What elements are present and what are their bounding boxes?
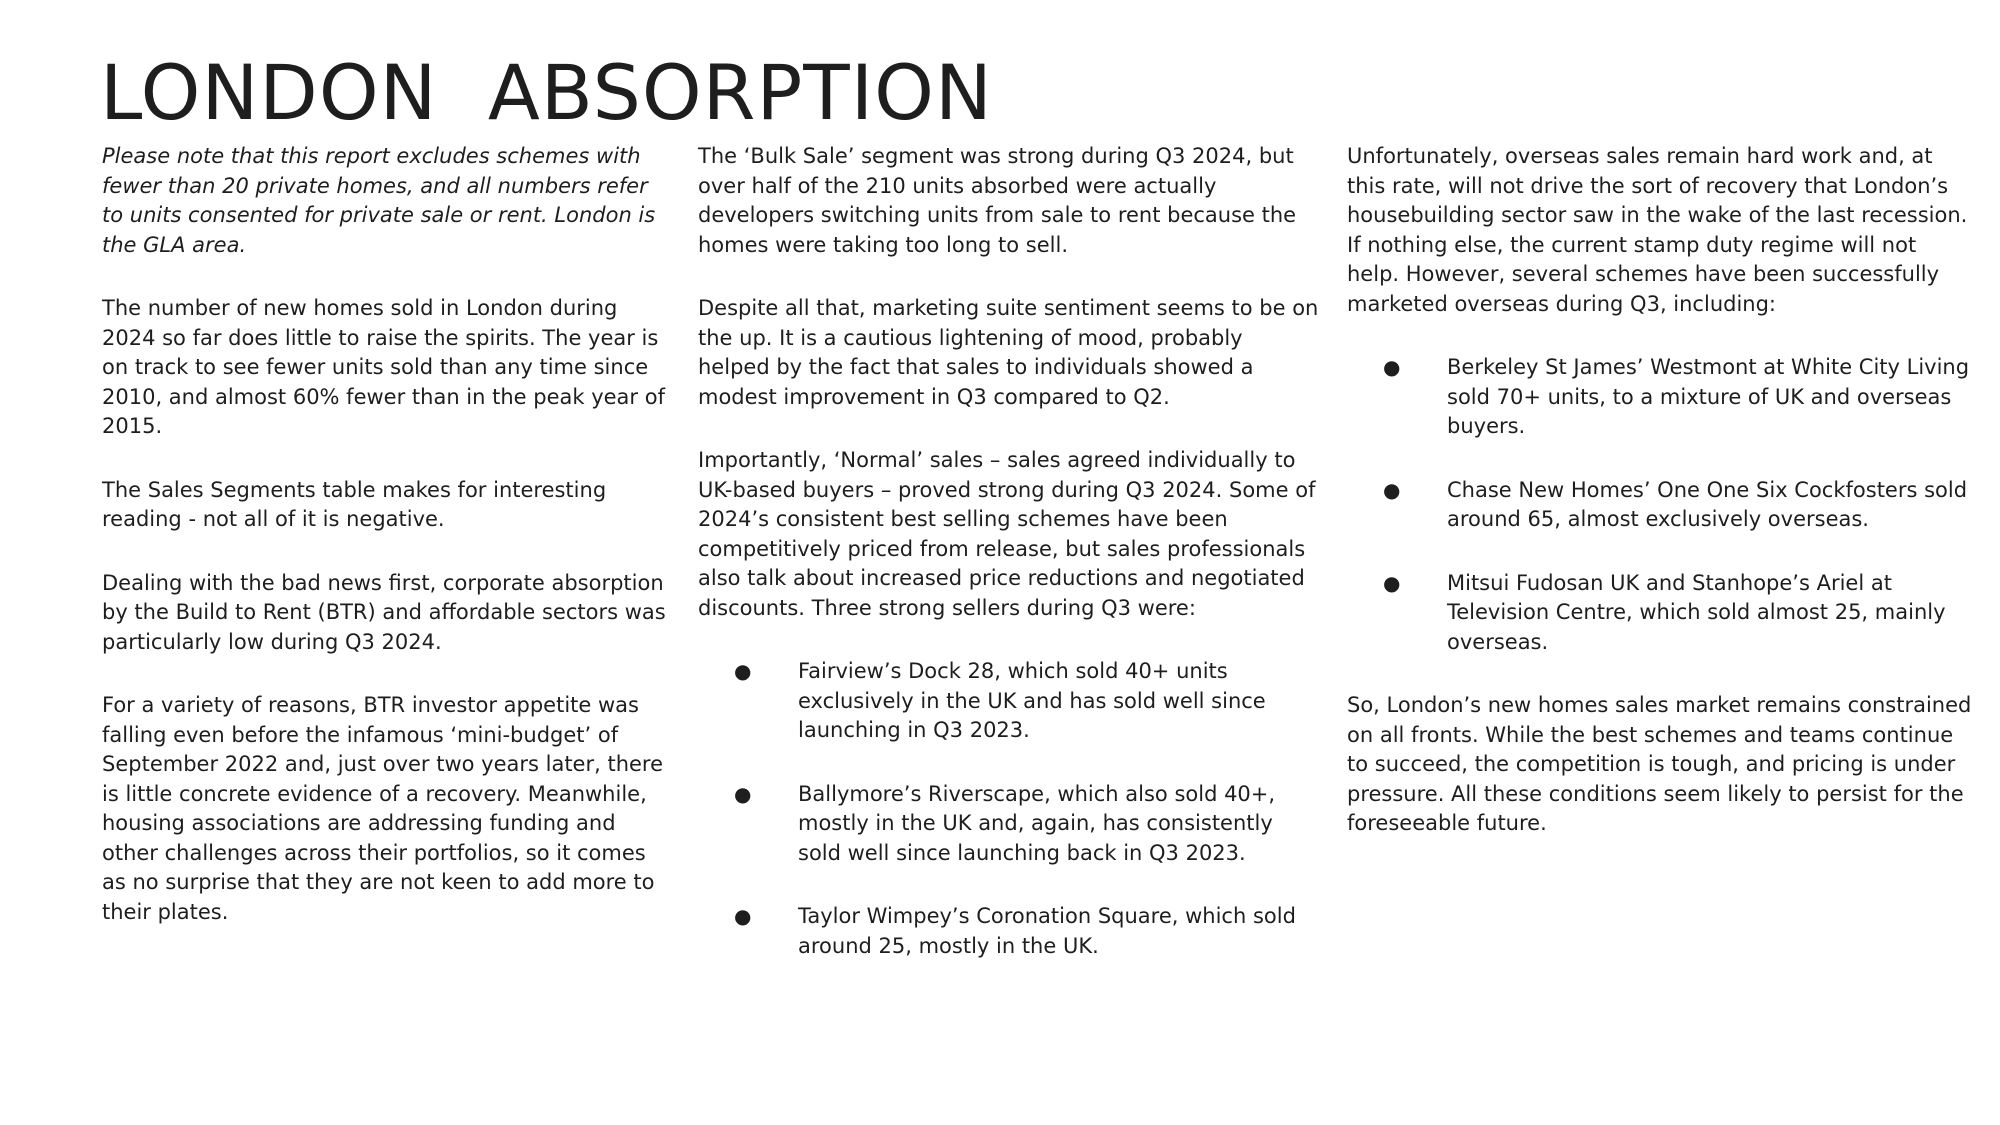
list-item	[698, 780, 1320, 869]
bullet-icon: ●	[734, 904, 752, 928]
bullet-icon: ●	[734, 659, 752, 683]
list-item-text: Ballymore’s Riverscape, which also sold 40+, mostly in the UK and, again, has consistently sold well since launching back in Q3 2023.	[798, 781, 1276, 865]
list-item-text: Chase New Homes’ One One Six Cockfosters sold around 65, almost exclusively overseas.	[1447, 477, 1968, 531]
strong-sellers-list	[698, 657, 1320, 961]
list-item-text: Berkeley St James’ Westmont at White City Living sold 70+ units, to a mixture of UK and overseas buyers.	[1447, 355, 1970, 438]
bullet-icon: ●	[1383, 570, 1401, 595]
list-item-text: Taylor Wimpey’s Coronation Square, which sold around 25, mostly in the UK.	[798, 904, 1296, 958]
bullet-icon: ●	[1383, 477, 1401, 502]
scope-note: Please note that this report excludes schemes with fewer than 20 private homes, and all numbers refer to units consented for private sale or rent. London is the GLA area.	[102, 144, 656, 257]
list-item	[1347, 569, 1972, 658]
paragraph-sentiment: Despite all that, marketing suite sentiment seems to be on the up. It is a cautious lightening of mood, probably helped by the fact that sales to individuals showed a modest improvement in Q3 compared to Q2.	[698, 296, 1319, 409]
list-item	[698, 657, 1320, 746]
paragraph-homes-sold: The number of new homes sold in London during 2024 so far does little to raise the spirits. The year is on track to see fewer units sold than any time since 2010, and almost 60% fewer than in the peak year of 2015.	[102, 296, 665, 438]
paragraph-sales-segments: The Sales Segments table makes for interesting reading - not all of it is negative.	[102, 477, 607, 531]
list-item	[1347, 476, 1972, 535]
column-right	[1347, 142, 1972, 873]
paragraph-bulk-sale: The ‘Bulk Sale’ segment was strong during Q3 2024, but over half of the 210 units absorbed were actually developers switching units from sale to rent because the homes were taking too long to sell.	[698, 144, 1297, 257]
list-item-text: Fairview’s Dock 28, which sold 40+ units exclusively in the UK and has sold well since launching in Q3 2023.	[798, 659, 1266, 742]
column-left	[102, 142, 670, 961]
column-middle	[698, 142, 1320, 995]
overseas-schemes-list	[1347, 353, 1972, 657]
paragraph-overseas-sales: Unfortunately, overseas sales remain hard work and, at this rate, will not drive the sort of recovery that London’s housebuilding sector saw in the wake of the last recession. If nothing else, the current stamp duty regime will not help. However, several schemes have been successfully marketed overseas during Q3, including:	[1347, 144, 1968, 316]
paragraph-normal-sales: Importantly, ‘Normal’ sales – sales agreed individually to UK-based buyers – proved strong during Q3 2024. Some of 2024’s consistent best selling schemes have been competitively priced from release, but sales professionals also talk about increased price reductions and negotiated discounts. Three strong sellers during Q3 were:	[698, 448, 1316, 620]
page-title: LONDON ABSORPTION	[100, 48, 993, 137]
list-item	[1347, 353, 1972, 442]
bullet-icon: ●	[1383, 355, 1401, 379]
paragraph-closing: So, London’s new homes sales market remains constrained on all fronts. While the best schemes and teams continue to succeed, the competition is tough, and pricing is under pressure. All these conditions seem likely to persist for the foreseeable future.	[1347, 693, 1972, 835]
paragraph-corporate-absorption: Dealing with the bad news first, corporate absorption by the Build to Rent (BTR) and affordable sectors was particularly low during Q3 2024.	[102, 570, 666, 654]
list-item-text: Mitsui Fudosan UK and Stanhope’s Ariel at Television Centre, which sold almost 25, mainly overseas.	[1447, 570, 1946, 654]
bullet-icon: ●	[734, 781, 752, 806]
paragraph-btr-appetite: For a variety of reasons, BTR investor appetite was falling even before the infamous ‘mini-budget’ of September 2022 and, just over two years later, there is little concrete evidence of a recovery. Meanwhile, housing associations are addressing funding and other challenges across their portfolios, so it comes as no surprise that they are not keen to add more to their plates.	[102, 693, 664, 924]
list-item	[698, 902, 1320, 961]
